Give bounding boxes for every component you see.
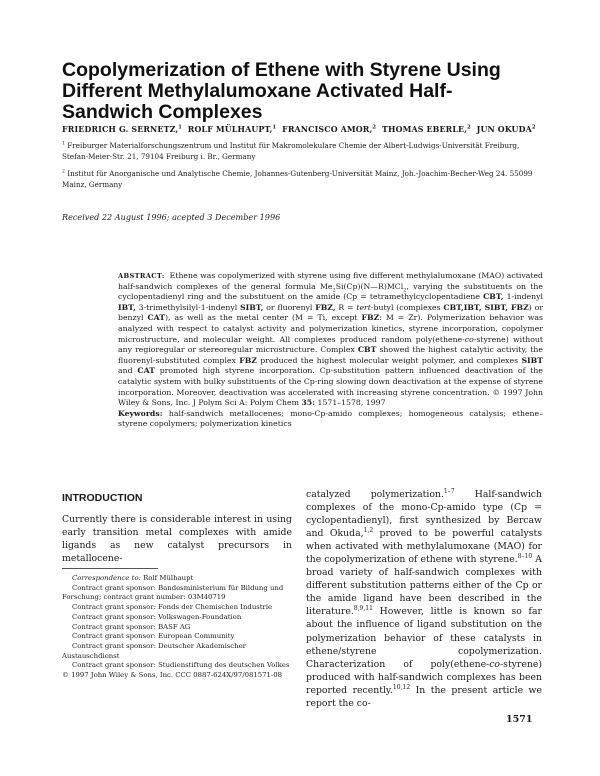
affiliation-mark: 2 (372, 124, 377, 131)
affiliation-mark: 1 (62, 141, 65, 147)
author-list (62, 125, 562, 134)
abstract-text: ABSTRACT: Ethene was copolymerized with styrene using five different methylalumoxane (MAO) activated half-sandwich complexes of the general formula $Me_2Si(Cp)(N—R)MCl_2$, varying the substituents on the cyclopentadienyl ring and the substituent on the amide (Cp = tetramethylcyclopentadiene CBT, 1-indenyl IBT, 3-trimethylsilyl-1-indenyl SIBT, or fluorenyl FBZ, R = tert-butyl (complexes CBT,IBT, SIBT, FBZ) or benzyl CAT), as well as the metal center (M = Ti, except FBZ: M = Zr). Polymerization behavior was analyzed with respect to catalyst activity and polymerization kinetics, styrene incorporation, copolymer microstructure, and molecular weight. All complexes produced random poly(ethene-co-styrene) without any regioregular or stereoregular microstructure. Complex CBT showed the highest catalytic activity, the fluorenyl-substituted complex FBZ produced the highest molecular weight polymer, and complexes SIBT and CAT promoted high styrene incorporation. Cp-substitution pattern influenced deactivation of the catalytic system with bulky substituents of the Cp-ring slowing down deactivation at the expense of styrene incorporation. Moreover, deactivation was accelerated with increasing styrene concentration. © 1997 John Wiley & Sons, Inc. J Polym Sci A: Polym Chem 35: 1571–1578, 1997 (118, 271, 544, 408)
page-number: 1571 (506, 714, 533, 725)
affiliation-mark: 2 (467, 124, 471, 131)
affiliation-mark: 2 (62, 169, 65, 175)
author-name: FRIEDRICH G. SERNETZ, (62, 125, 179, 134)
author-name: ROLF MÜLHAUPT, (187, 125, 273, 134)
abstract (118, 271, 543, 430)
sponsor-note: Contract grant sponsor: European Community (72, 632, 235, 641)
affiliation-text: Freiburger Materialforschungszentrum und Institut für Makromolekulare Chemie der Albert-Ludwigs-Universität Freiburg, Stefan-Meier-Str. 21, 79104 Freiburg i. Br., Germany (62, 141, 520, 161)
affiliation-1 (62, 140, 542, 162)
affiliation-mark: 1 (178, 124, 182, 131)
intro-paragraph: Currently there is considerable interest in using early transition metal complexes with amide ligands as new catalyst precursors in metallocene- (62, 514, 292, 564)
section-heading-introduction: INTRODUCTION (62, 492, 143, 504)
keywords-text: half-sandwich metallocenes; mono-Cp-amido complexes; homogeneous catalysis; ethene–styrene copolymers; polymerization kinetics (118, 408, 543, 429)
sponsor-note: Contract grant sponsor: Volkswagen-Foundation (72, 612, 242, 621)
affiliation-mark: 1 (272, 124, 277, 131)
keywords (118, 409, 543, 430)
author-name: FRANCISCO AMOR, (282, 125, 373, 134)
keywords-label: Keywords: (118, 408, 163, 418)
intro-column-2 (306, 488, 542, 710)
intro-paragraph: catalyzed polymerization.$^{1-7}$ Half-sandwich complexes of the mono-Cp-amido type (Cp = cyclopentadienyl), first synthesized by Bercaw and Okuda,$^{1,2}$ proved to be powerful catalysts when activated with methylalumoxane (MAO) for the copolymerization of ethene with styrene.$^{8-10}$ A broad variety of half-sandwich complexes with different substitution patterns either of the Cp or the amide ligand have been described in the literature.$^{8,9,11}$ However, little is known so far about the influence of ligand substitution on the polymerization behavior of these catalysts in ethene/styrene copolymerization. Characterization of poly(ethene-co-styrene) produced with half-sandwich complexes has been reported recently.$^{10,12}$ In the present article we report the co- (306, 487, 543, 709)
footnotes (62, 574, 302, 681)
sponsor-note: Contract grant sponsor: BASF AG (72, 622, 191, 631)
sponsor-note: Contract grant sponsor: Fonds der Chemischen Industrie (72, 603, 273, 612)
affiliation-2 (62, 168, 542, 190)
abstract-label: ABSTRACT: (118, 272, 165, 280)
footnote-divider (62, 568, 158, 569)
sponsor-note: Contract grant sponsor: Bandesministerium für Bildung und Forschung; contract grant number: 03M40719 (62, 583, 284, 602)
author-name: JUN OKUDA (476, 125, 532, 134)
copyright-note: © 1997 John Wiley & Sons, Inc. CCC 0887-624X/97/081571-08 (62, 671, 283, 680)
intro-column-1 (62, 513, 292, 565)
sponsor-note: Contract grant sponsor: Deutscher Akademischer Austauschdienst (62, 641, 246, 660)
paper-title: Copolymerization of Ethene with Styrene Using Different Methylalumoxane Activated Half-Sandwich Complexes (62, 59, 501, 123)
author-name: THOMAS EBERLE, (381, 125, 468, 134)
sponsor-note: Contract grant sponsor: Studienstiftung des deutschen Volkes (72, 661, 290, 670)
affiliation-text: Institut für Anorganische und Analytische Chemie, Johannes-Gutenberg-Universität Mainz, Joh.-Joachim-Becher-Weg 24. 55099 Mainz, Germany (62, 169, 533, 189)
correspondence-note: Correspondence to: Rolf Mülhaupt (72, 574, 194, 582)
affiliation-mark: 2 (531, 124, 536, 131)
received-dates: Received 22 August 1996; acepted 3 December 1996 (62, 212, 281, 222)
